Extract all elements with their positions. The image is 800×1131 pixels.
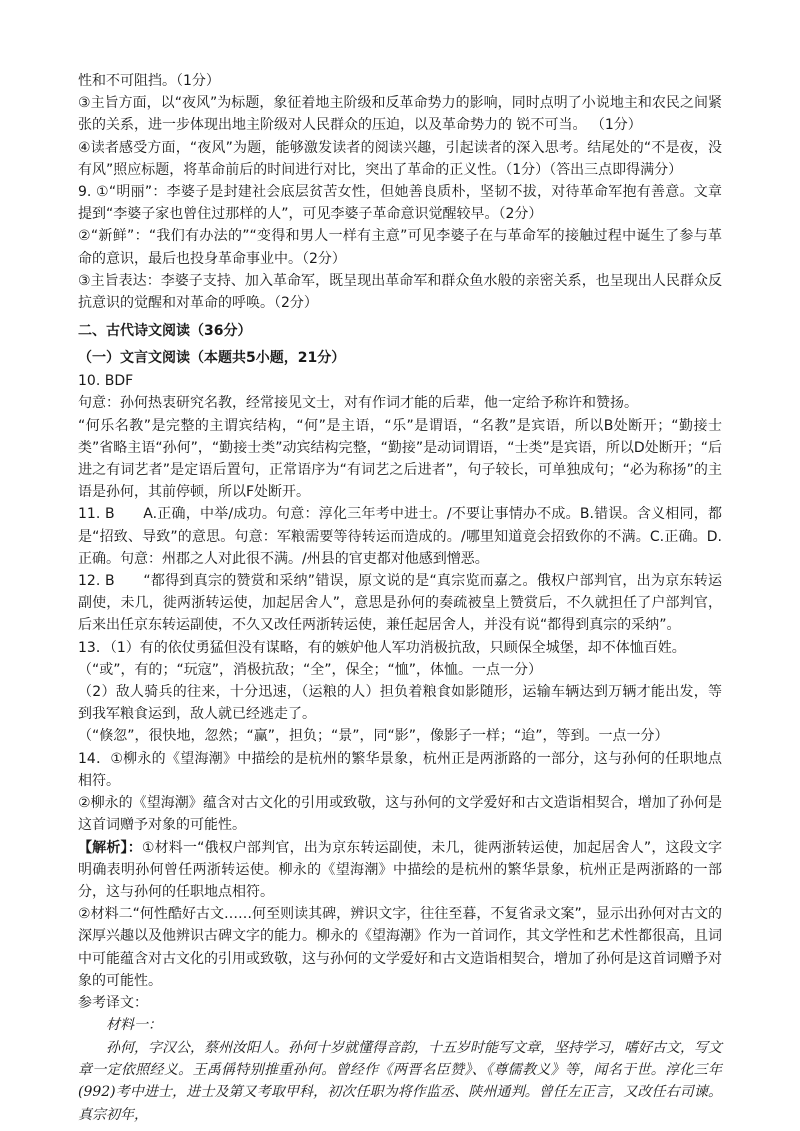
material-1-translation: 孙何，字汉公，蔡州汝阳人。孙何十岁就懂得音韵，十五岁时能写文章，坚持学习，嗜好古文，写文章一定依照经义。王禹偁特别推重孙何。曾经作《两晋名臣赞》、《尊儒教义》等，闻名于世。淳化三年(992)考中进士，进士及第又考取甲科，初次任职为将作监丞、陕州通判。曾任左正言，又改任右司谏。真宗初年， — [78, 1039, 722, 1123]
analysis-label: 【解析】： — [78, 839, 142, 856]
answer-11: 11. B A.正确，中举/成功。句意：淳化三年考中进士。/不要让事情办不成。B.错误。含义相同，都是“招致、导致”的意思。句意：军粮需要等待转运而造成的。/哪里知道竟会招致你的不满。C.正确。D.正确。句意：州郡之人对此很不满。/州县的官吏都对他感到憎恶。 — [78, 506, 722, 567]
answer-10: 10. BDF — [78, 373, 134, 390]
answer-13-2-scoring: （“倏忽”，很快地，忽然；“赢”，担负；“景”，同“影”，像影子一样；“迨”，等到。一点一分） — [78, 728, 669, 745]
analysis-text: ①材料一“俄权户部判官，出为京东转运副使，未几，徙两浙转运使，加起居舍人”，这段文字明确表明孙何曾任两浙转运使。柳永的《望海潮》中描绘的是杭州的繁华景象，杭州正是两浙路的一部分，这与孙何的任职地点相符。 — [78, 839, 723, 900]
answer-14-point-1: 14．①柳永的《望海潮》中描绘的是杭州的繁华景象，杭州正是两浙路的一部分，这与孙何的任职地点相符。 — [78, 750, 722, 789]
answer-9-point-3: ③主旨表达：李婆子支持、加入革命军，既呈现出革命军和群众鱼水般的亲密关系，也呈现出人民群众反抗意识的觉醒和对革命的呼唤。（2分） — [78, 272, 722, 312]
section-heading: 二、古代诗文阅读（36分） — [78, 323, 252, 340]
answer-9-point-2: ②“新鲜”：“我们有办法的”“变得和男人一样有主意”可见李婆子在与革命军的接触过程中诞生了参与革命的意识，最后也投身革命事业中。（2分） — [78, 228, 722, 267]
answer-14-point-2: ②柳永的《望海潮》蕴含对古文化的引用或致敬，这与孙何的文学爱好和古文造诣相契合，增加了孙何是这首词赠予对象的可能性。 — [78, 795, 722, 834]
analysis-paragraph — [78, 837, 722, 904]
answer-10-translation: 句意：孙何热衷研究名教，经常接见文士，对有作词才能的后辈，他一定给予称许和赞扬。 — [78, 395, 638, 412]
analysis-paragraph-2: ②材料二“何性酷好古文……何至则读其碑，辨识文字，往往至暮，不复省录文案”，显示出孙何对古文的深厚兴趣以及他辨识古碑文字的能力。柳永的《望海潮》作为一首词作，其文学性和艺术性都很高，且词中可能蕴含对古文化的引用或致敬，这与孙何的文学爱好和古文造诣相契合，增加了孙何是这首词赠予对象的可能性。 — [78, 906, 722, 989]
subsection-heading: （一）文言文阅读（本题共5小题，21分） — [78, 350, 346, 367]
material-1-label: 材料一： — [106, 1017, 162, 1034]
answer-12: 12. B “都得到真宗的赞赏和采纳”错误，原文说的是“真宗览而嘉之。俄权户部判官，出为京东转运副使，未几，徙两浙转运使，加起居舍人”，意思是孙何的奏疏被皇上赞赏后，不久就担任了户部判官，后来出任京东转运副使，不久又改任两浙转运使，兼任起居舍人，并没有说“都得到真宗的采纳”。 — [78, 573, 722, 634]
answer-13-2: （2）敌人骑兵的往来，十分迅速，（运粮的人）担负着粮食如影随形，运输车辆达到万辆才能出发，等到我军粮食运到，敌人就已经逃走了。 — [78, 684, 722, 723]
answer-10-explanation: “何乐名教”是完整的主谓宾结构，“何”是主语，“乐”是谓语，“名教”是宾语，所以B处断开；“勤接士类”省略主语“孙何”，“勤接士类”动宾结构完整，“勤接”是动词谓语，“士类”是宾语，所以D处断开；“后进之有词艺者”是定语后置句，正常语序为“有词艺之后进者”，句子较长，可单独成句；“必为称扬”的主语是孙何，其前停顿，所以F处断开。 — [78, 417, 722, 501]
answer-line: ④读者感受方面，“夜风”为题，能够激发读者的阅读兴趣，引起读者的深入思考。结尾处的“不是夜，没有风”照应标题，将革命前后的时间进行对比，突出了革命的正义性。（1分）（答出三点即得满分） — [78, 139, 722, 178]
reference-translation-heading: 参考译文： — [78, 994, 148, 1011]
answer-line: ③主旨方面，以“夜风”为标题，象征着地主阶级和反革命势力的影响，同时点明了小说地主和农民之间紧张的关系，进一步体现出地主阶级对人民群众的压迫，以及革命势力的 锐不可当。 （1分） — [78, 95, 722, 134]
answer-9-point-1: 9. ①“明丽”：李婆子是封建社会底层贫苦女性，但她善良质朴，坚韧不拔，对待革命军抱有善意。文章提到“李婆子家也曾住过那样的人”，可见李婆子革命意识觉醒较早。（2分） — [78, 184, 722, 223]
answer-line: 性和不可阻挡。（1分） — [78, 73, 220, 89]
answer-13-1-scoring: （“或”，有的；“玩寇”，消极抗敌；“全”，保全；“恤”，体恤。一点一分） — [78, 661, 543, 678]
answer-13-1: 13．（1）有的依仗勇猛但没有谋略，有的嫉妒他人军功消极抗敌，只顾保全城堡，却不体恤百姓。 — [78, 639, 686, 656]
